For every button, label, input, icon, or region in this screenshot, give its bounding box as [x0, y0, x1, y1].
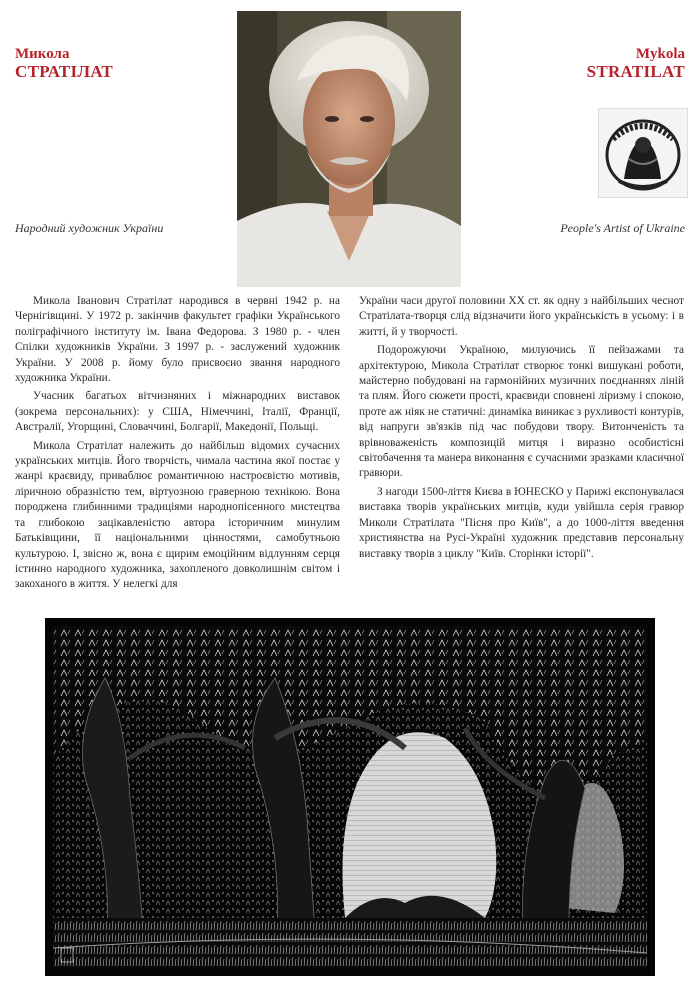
bio-paragraph: Микола Стратілат належить до найбільш відомих сучасних українських митців. Його творчість, чимала частина якої постає у жанрі краєвиду, приваблює романтичною настроєвістю мотивів, ліричною образністю тем, віртуозною граверною технікою. Вона породжена глибинними традиціями народнопісенного мистецтва та глибокою зацікавленістю автора історичним минулим Батьківщини, її національними цінностями, самобутньою культурою. І, звісно ж, вона є щирим емоційним відлунням серця істинно народного художника, захопленого довколишнім світом і закоханого в життя. У нелегкі для [15, 439, 340, 591]
bio-paragraph: Учасник багатьох вітчизняних і міжнародних виставок (зокрема персональних): у США, Німеччині, Італії, Франції, Австралії, Угорщині, Словаччині, Болгарії, Македонії, Польщі. [15, 390, 340, 434]
artist-emblem-logo [598, 108, 688, 198]
artist-name-ukrainian [15, 46, 113, 81]
last-name-en: STRATILAT [586, 61, 685, 81]
bio-paragraph: Подорожуючи Україною, милуючись її пейзажами та архітектурою, Микола Стратілат створює тонкі вишукані роботи, майстерно побудовані на гармонійних музичних поєднаннях ліній та плям. Його сюжети прості, краєвиди сповнені ліризму і спокою, проте аж ніяк не статичні: динаміка виникає з рухливості контурів, від напруги зв'язків під час побудови твору. Витонченість та врівноваженість композицій митця і виразно особистісні світобачення та манера виконання є сучасними зразками класичної гравюри. [359, 344, 684, 480]
artist-name-english [587, 46, 685, 81]
artist-portrait [237, 11, 461, 287]
landscape-engraving [45, 618, 655, 976]
bio-paragraph: З нагоди 1500-ліття Києва в ЮНЕСКО у Парижі експонувалася виставка творів українських митців, куди увійшла серія гравюр Миколи Стратілата "Пісня про Київ", а до 1000-ліття введення християнства на Русі-Україні художник представив персональну виставку творів з циклу "Київ. Сторінки історії". [359, 485, 684, 560]
last-name-ua: СТРАТІЛАТ [15, 61, 114, 81]
bio-paragraph-continued: України часи другої половини ХХ ст. як одну з найбільших чеснот Стратілата-творця слід відзначити його українськість в усьому: і в житті, й у творчості. [359, 295, 684, 338]
biography-column-right [359, 294, 684, 562]
title-english: People's Artist of Ukraine [560, 221, 685, 235]
first-name-ua: Микола [15, 46, 70, 62]
first-name-en: Mykola [635, 46, 685, 62]
bio-paragraph: Микола Іванович Стратілат народився в червні 1942 р. на Чернігівщині. У 1972 р. закінчив факультет графіки Українського поліграфічного інституту ім. Івана Федорова. З 1980 р. - член Спілки художників України. З 1997 р. - заслужений художник України. У 2008 р. йому було присвоєно звання народного художника України. [15, 295, 340, 385]
biography-column-left [15, 294, 340, 593]
title-ukrainian: Народний художник України [15, 221, 164, 235]
